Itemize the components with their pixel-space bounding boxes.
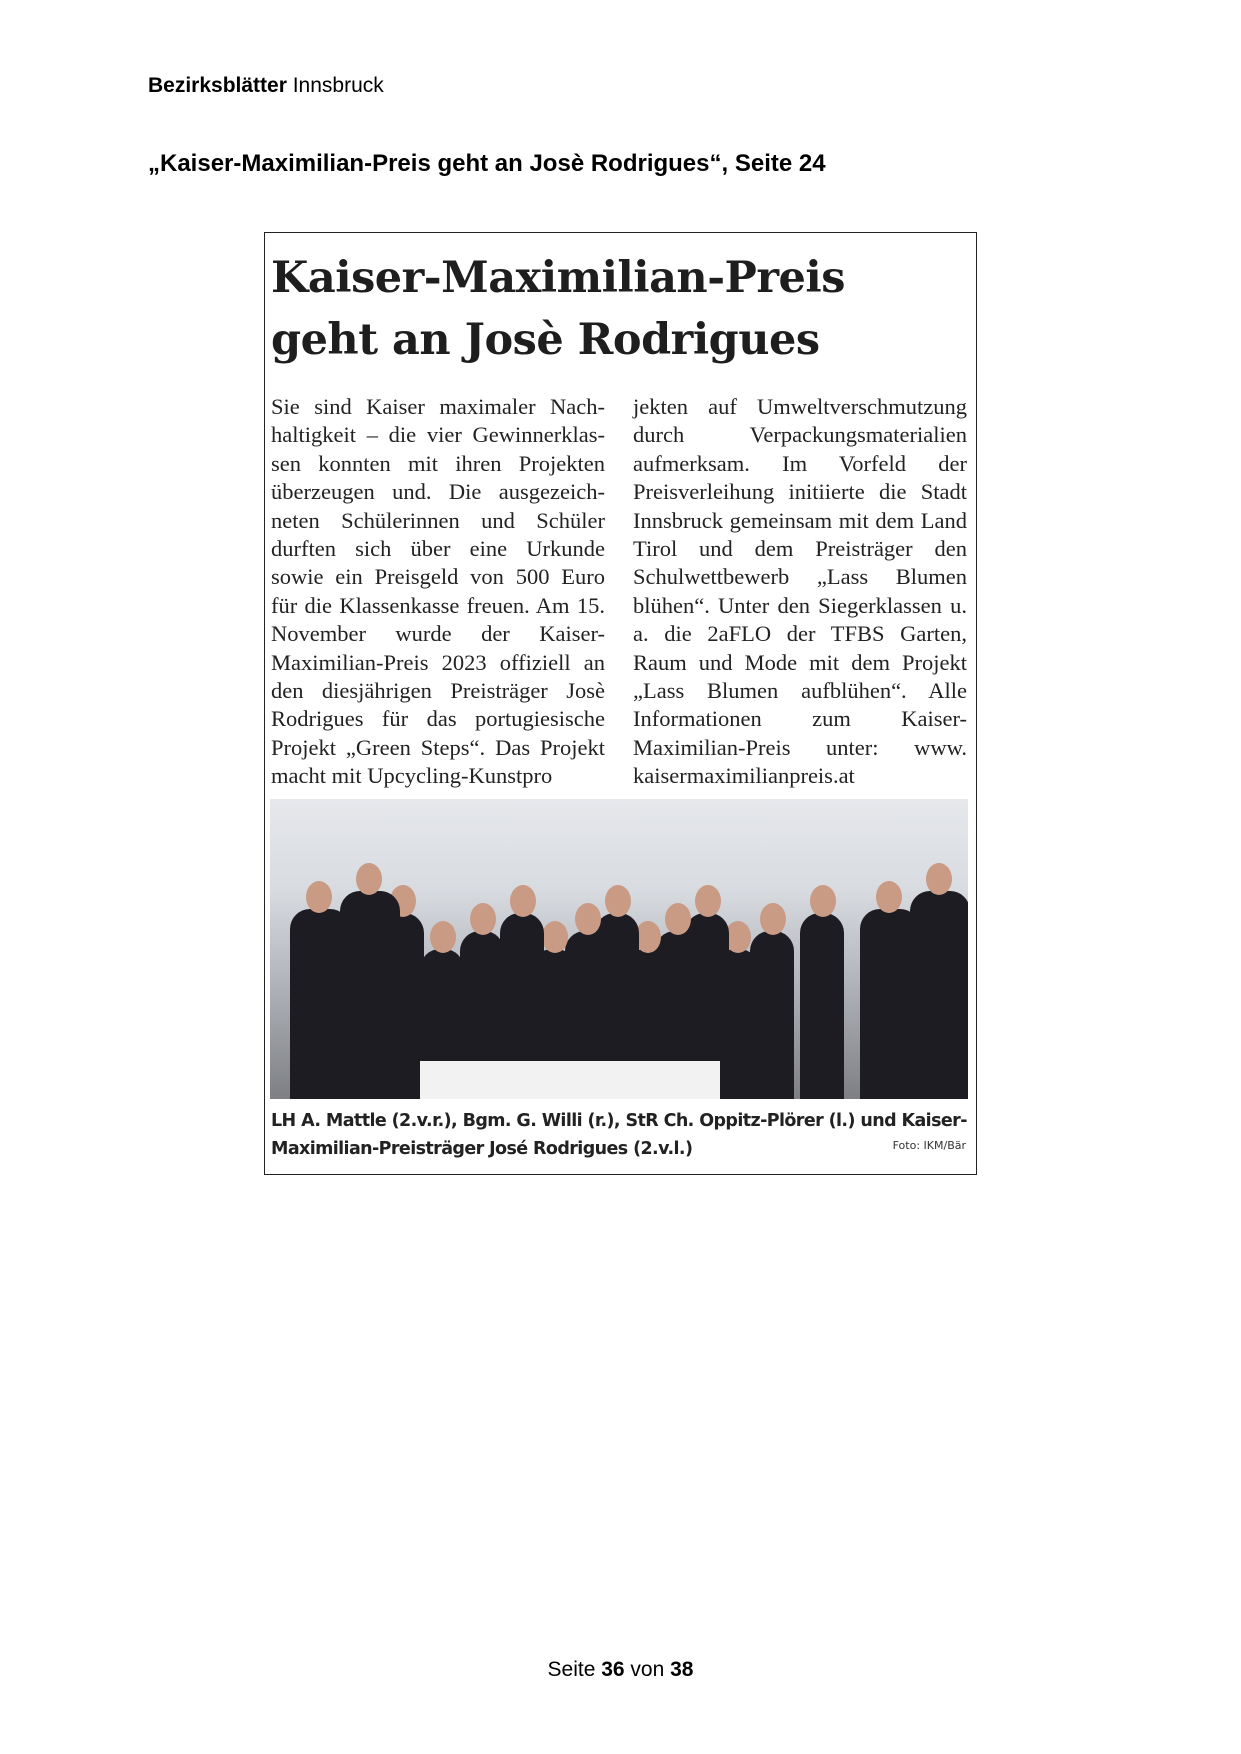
photo-person-head: [926, 863, 952, 895]
photo-credit: Foto: IKM/Bär: [892, 1139, 966, 1152]
photo-person-head: [542, 921, 568, 953]
article-reference: „Kaiser-Maximilian-Preis geht an Josè Rodrigues“, Seite 24: [148, 150, 826, 177]
photo-person-head: [605, 885, 631, 917]
headline-line-2: geht an Josè Rodrigues: [271, 315, 820, 365]
headline-line-1: Kaiser-Maximilian-Preis: [271, 253, 845, 303]
photo-person: [290, 909, 350, 1099]
article-column-left: Sie sind Kaiser maximaler Nachhaltigkeit – die vier Gewinnerklassen konnten mit ihren Projekten überzeugen und. Die ausgezeichneten Schülerinnen und Schüler durften sich über eine Urkunde sowie ein Preisgeld von 500 Euro für die Klassenkasse freuen. Am 15. November wurde der Kaiser-Maximilian-Preis 2023 offiziell an den diesjährigen Preisträger Josè Rodrigues für das portugiesische Projekt „Green Steps“. Das Projekt macht mit Upcycling-Kunstpro: [271, 394, 605, 789]
total-pages: 38: [670, 1658, 694, 1681]
photo-person-head: [510, 885, 536, 917]
photo-person: [860, 909, 920, 1099]
footer-mid: von: [624, 1658, 671, 1681]
footer-prefix: Seite: [547, 1658, 602, 1681]
photo-person-head: [760, 903, 786, 935]
current-page: 36: [601, 1658, 625, 1681]
photo-person-head: [810, 885, 836, 917]
photo-caption: LH A. Mattle (2.v.r.), Bgm. G. Willi (r.), StR Ch. Oppitz-Plörer (l.) und Kaiser-Maximilian-Preisträger José Rodrigues (2.v.l.): [271, 1111, 967, 1159]
page-footer: [0, 1658, 1241, 1682]
photo-person-head: [430, 921, 456, 953]
photo-table: [420, 1061, 720, 1099]
photo-person-head: [356, 863, 382, 895]
photo-person-head: [876, 881, 902, 913]
newspaper-clipping: [264, 232, 977, 1175]
photo-person-head: [665, 903, 691, 935]
photo-person-head: [470, 903, 496, 935]
article-column-right: jekten auf Umweltverschmutzung durch Verpackungsmaterialien aufmerksam. Im Vorfeld der Preisverleihung initiierte die Stadt Innsbruck gemeinsam mit dem Land Tirol und dem Preisträger den Schulwettbewerb „Lass Blumen blühen“. Unter den Siegerklassen u. a. die 2aFLO der TFBS Garten, Raum und Mode mit dem Projekt „Lass Blumen aufblühen“. Alle Informationen zum Kaiser-Maximilian-Preis unter: www. kaisermaximilianpreis.at: [633, 394, 967, 789]
photo-person-head: [306, 881, 332, 913]
publication-city: Innsbruck: [286, 74, 384, 97]
publication-name: [148, 74, 384, 98]
photo-person: [800, 913, 844, 1099]
photo-person-head: [695, 885, 721, 917]
article-headline: [271, 247, 845, 371]
publication-bold: Bezirksblätter: [148, 74, 287, 97]
photo-person-head: [575, 903, 601, 935]
group-photo: [270, 799, 968, 1099]
